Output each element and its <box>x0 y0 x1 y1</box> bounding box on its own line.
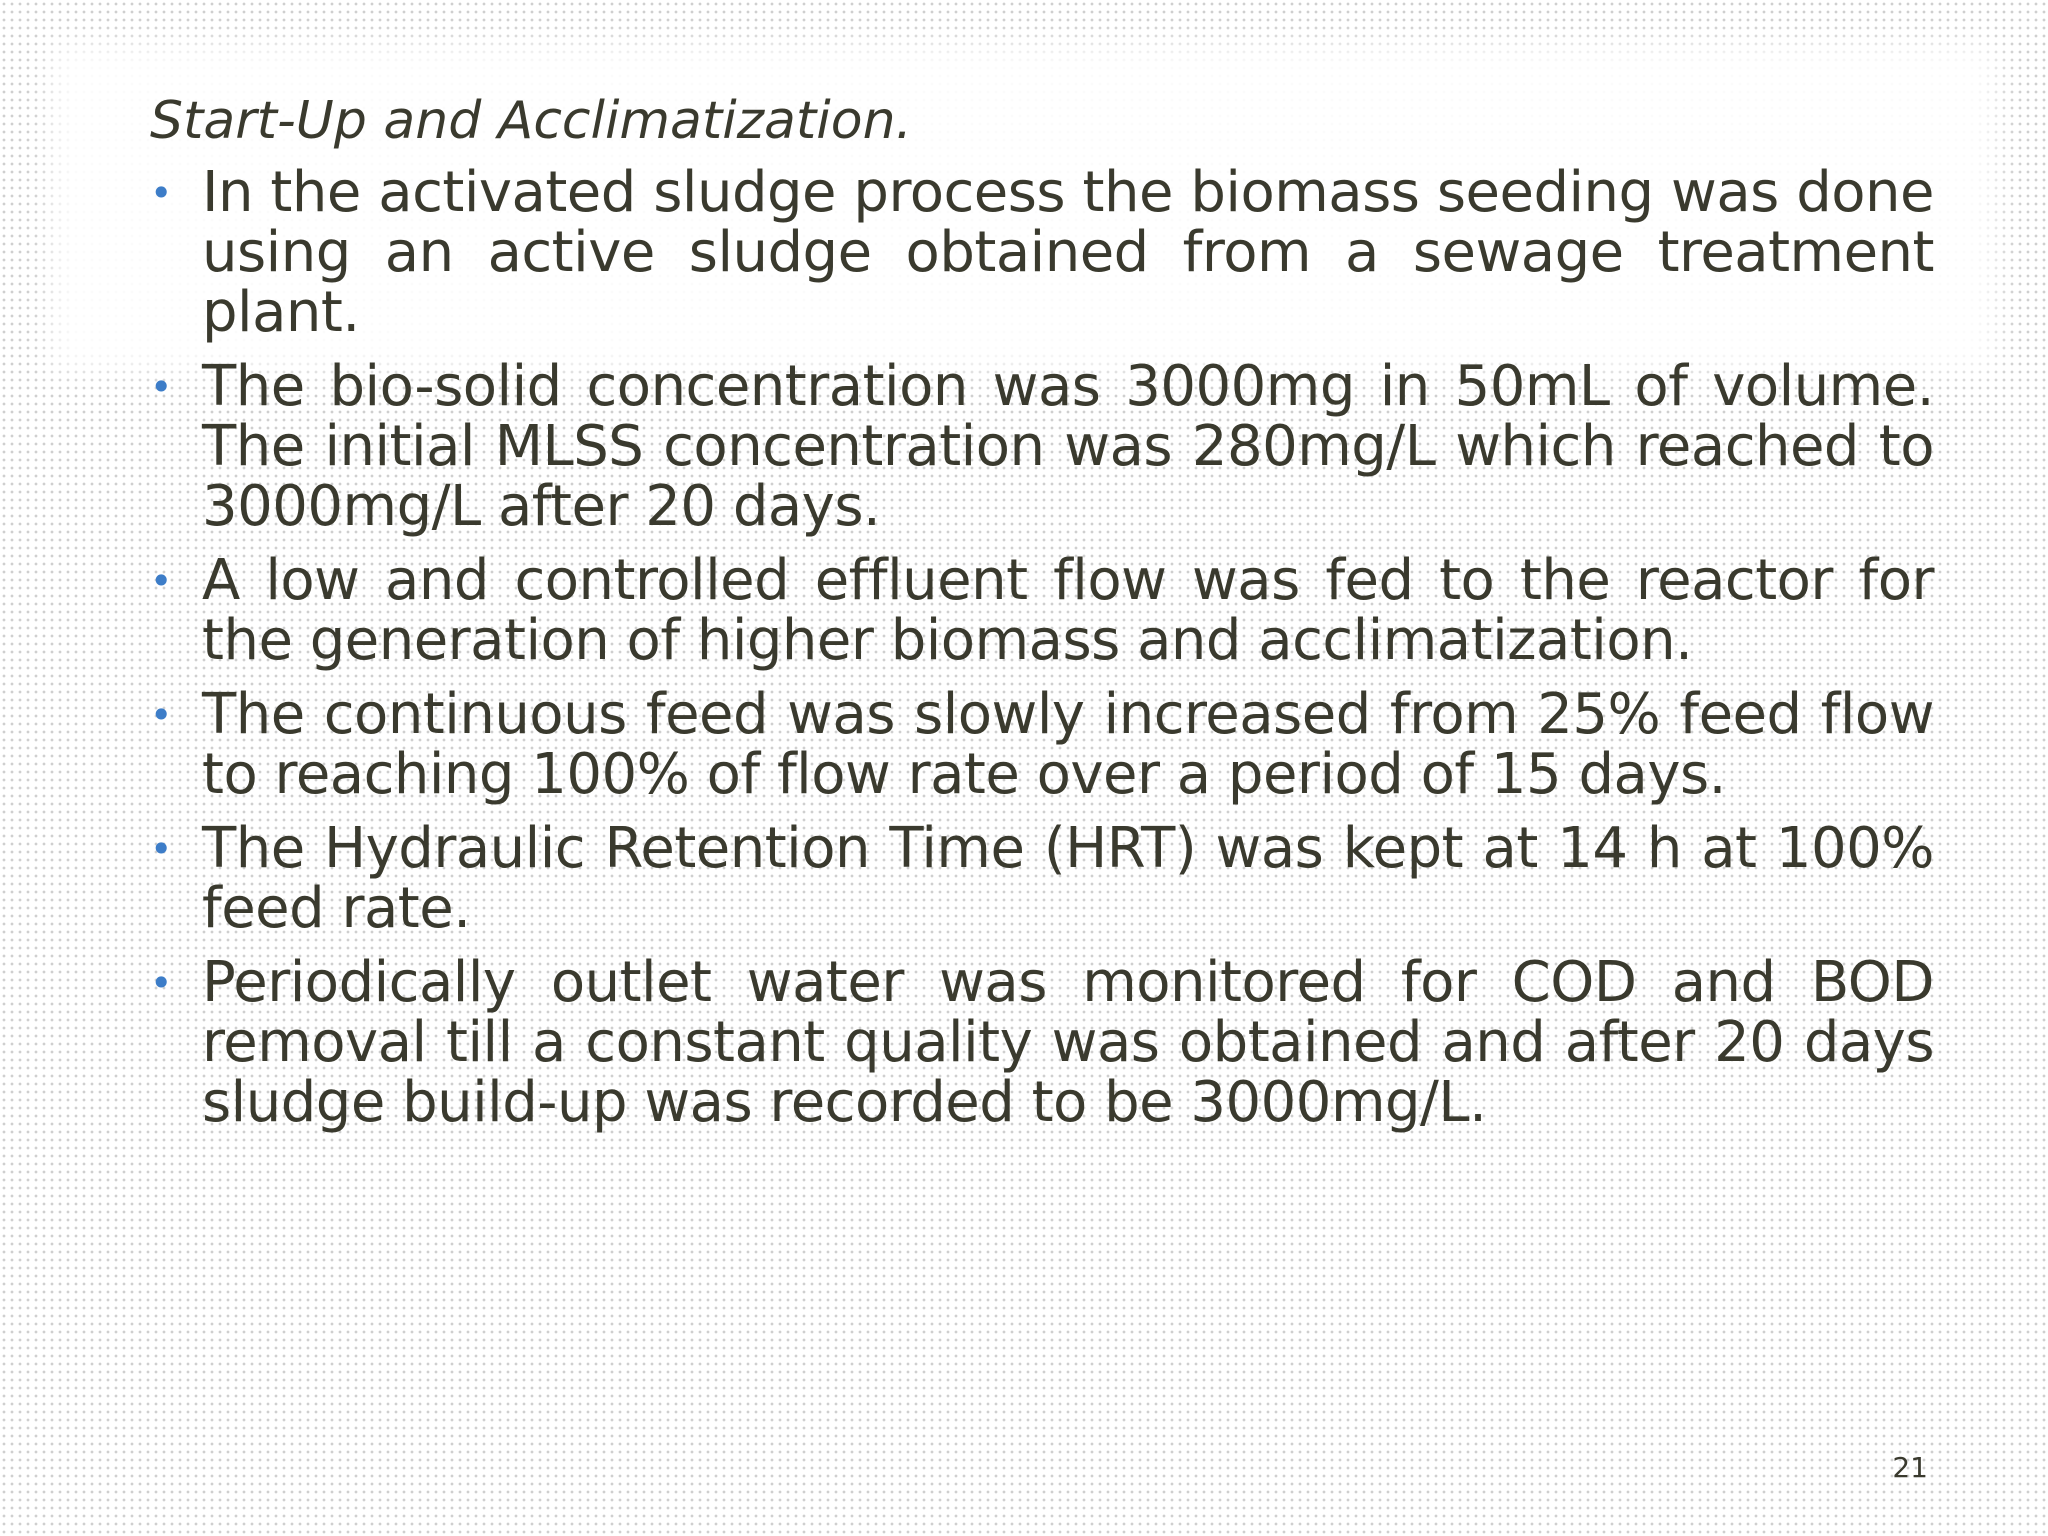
bullet-dot-icon: • <box>150 693 173 737</box>
bullet-text: The Hydraulic Retention Time (HRT) was kept at 14 h at 100% feed rate. <box>202 816 1934 941</box>
slide-title: Start-Up and Acclimatization. <box>150 91 913 151</box>
bullet-text: A low and controlled effluent flow was fed to the reactor for the generation of higher biomass and acclimatization. <box>202 548 1934 673</box>
bullet-dot-icon: • <box>150 961 173 1005</box>
bullet-item <box>150 548 1934 673</box>
page-number: 21 <box>1892 1451 1928 1484</box>
bullet-item <box>150 354 1934 539</box>
bullet-dot-icon: • <box>150 171 173 215</box>
bullet-list <box>150 160 1934 1147</box>
bullet-item <box>150 950 1934 1135</box>
bullet-dot-icon: • <box>150 365 173 409</box>
bullet-dot-icon: • <box>150 559 173 603</box>
bullet-item <box>150 160 1934 345</box>
bullet-text: The bio-solid concentration was 3000mg in 50mL of volume. The initial MLSS concentration was 280mg/L which reached to 3000mg/L after 20 days. <box>202 354 1934 539</box>
bullet-dot-icon: • <box>150 827 173 871</box>
bullet-text: The continuous feed was slowly increased from 25% feed flow to reaching 100% of flow rate over a period of 15 days. <box>202 682 1934 807</box>
bullet-item <box>150 682 1934 807</box>
bullet-item <box>150 816 1934 941</box>
bullet-text: Periodically outlet water was monitored for COD and BOD removal till a constant quality was obtained and after 20 days sludge build-up was recorded to be 3000mg/L. <box>202 950 1934 1135</box>
bullet-text: In the activated sludge process the biomass seeding was done using an active sludge obtained from a sewage treatment plant. <box>202 160 1934 345</box>
